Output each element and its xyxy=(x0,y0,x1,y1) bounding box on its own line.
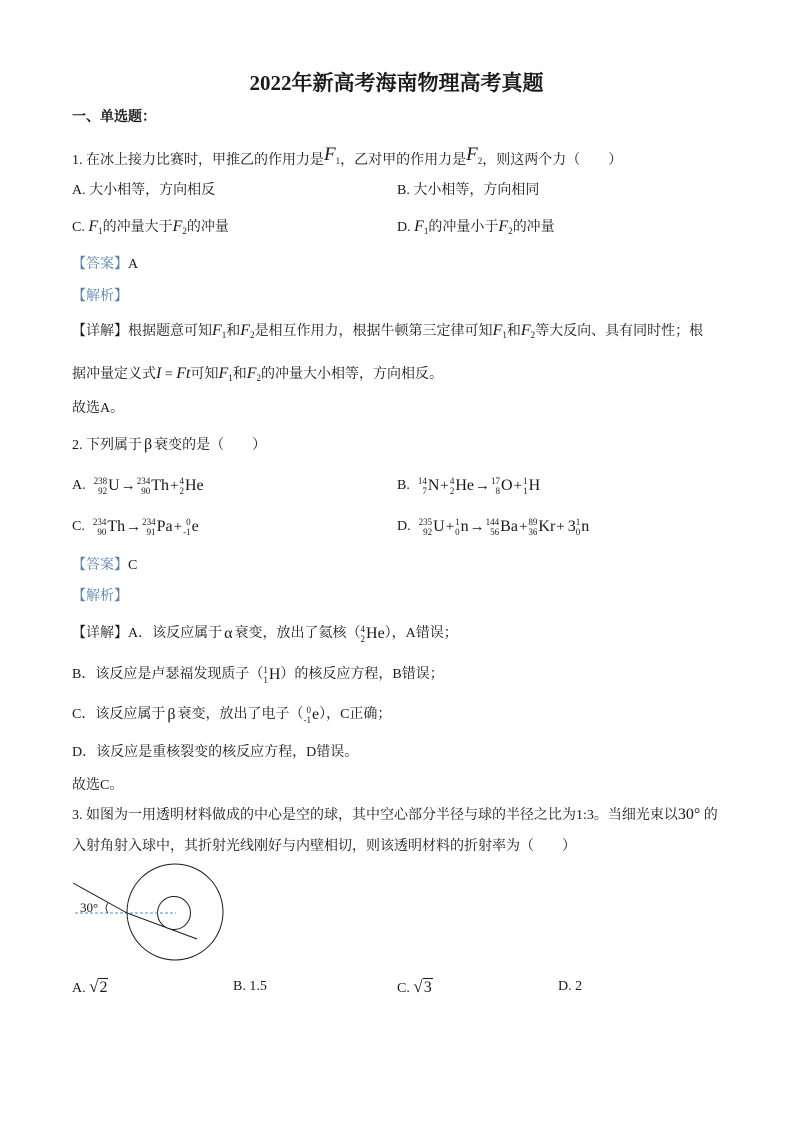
detail-text: ），C正确； xyxy=(319,707,392,722)
detail-text: 根据题意可知 xyxy=(128,324,212,339)
subscript: 2 xyxy=(508,226,513,236)
atomic-number: 90 xyxy=(141,486,151,496)
atomic-number: 2 xyxy=(179,486,184,496)
arrow-operator: → xyxy=(126,519,142,535)
force-var: F xyxy=(498,218,509,235)
refracted-ray xyxy=(127,913,197,939)
option-label: C. xyxy=(397,981,410,996)
question-3-stem-line-1 xyxy=(72,806,718,825)
detail-text: 衰变，放出了氦核（ xyxy=(234,626,361,641)
option-label: C. xyxy=(72,519,85,534)
mass-number: 4 xyxy=(360,624,366,634)
nuclide xyxy=(142,517,173,537)
mass-number: 17 xyxy=(491,476,501,486)
plus-operator: + xyxy=(440,478,449,494)
subscript: 2 xyxy=(182,226,187,236)
nuclide xyxy=(455,517,469,537)
mass-number: 238 xyxy=(93,476,108,486)
mass-number: 234 xyxy=(136,476,151,486)
detail-text: ）的核反应方程，B错误； xyxy=(280,667,444,682)
detail-text: 和 xyxy=(226,324,241,339)
question-3-stem-line-2: 入射角射入球中，其折射光线刚好与内壁相切，则该透明材料的折射率为（ ） xyxy=(72,839,576,854)
question-1-stem xyxy=(72,146,622,170)
plus-operator: + xyxy=(513,478,523,494)
force-var: F xyxy=(520,322,531,339)
stem-text: 的 xyxy=(703,808,718,823)
q2-answer xyxy=(72,557,137,575)
question-2-stem xyxy=(72,436,266,455)
element-symbol: n xyxy=(460,518,469,535)
nuclide xyxy=(263,665,280,685)
option-text: 1.5 xyxy=(249,979,267,994)
atomic-number: 36 xyxy=(528,527,538,537)
element-symbol: U xyxy=(433,518,445,535)
q1-analysis-label: 【解析】 xyxy=(72,289,128,304)
element-symbol: Kr xyxy=(538,518,556,535)
plus-operator: + xyxy=(518,519,528,535)
nuclide xyxy=(523,476,540,496)
force-var: F xyxy=(414,218,424,235)
q1-conclusion: 故选A。 xyxy=(72,401,125,416)
q2-option-d[interactable] xyxy=(397,517,589,537)
subscript: 1 xyxy=(228,373,233,383)
option-label: C. xyxy=(72,220,85,235)
force-var: F xyxy=(212,322,222,339)
q2-conclusion: 故选C。 xyxy=(72,778,124,793)
detail-text: 据冲量定义式 xyxy=(72,367,156,382)
element-symbol: Pa xyxy=(156,518,173,535)
alpha-symbol: α xyxy=(224,625,233,642)
subscript: 1 xyxy=(335,156,341,166)
q2-detail-line-b xyxy=(72,665,444,685)
atomic-number: 91 xyxy=(146,527,156,537)
atomic-number: -1 xyxy=(183,527,191,537)
nuclide xyxy=(94,476,120,496)
nuclide xyxy=(576,517,590,537)
option-label: B. xyxy=(233,979,246,994)
q2-option-b[interactable] xyxy=(397,476,540,496)
atomic-number: 56 xyxy=(490,527,500,537)
q2-option-a[interactable] xyxy=(72,476,204,496)
option-label: D. xyxy=(397,519,411,534)
element-symbol: H xyxy=(268,666,281,683)
q1-option-b[interactable] xyxy=(397,182,539,200)
detail-text: 等大反向、具有同时性；根 xyxy=(535,324,704,339)
subscript: 1 xyxy=(423,226,429,236)
mass-number: 4 xyxy=(179,476,184,486)
subscript: 1 xyxy=(98,226,103,236)
element-symbol: n xyxy=(581,518,590,535)
q1-detail-line-2 xyxy=(72,365,443,387)
element-symbol: Th xyxy=(107,518,126,535)
q1-answer xyxy=(72,256,138,274)
formula-rhs: Ft xyxy=(176,365,191,382)
answer-value: C xyxy=(128,558,138,573)
stem-text: 衰变的是（ ） xyxy=(154,438,267,453)
atomic-number: 92 xyxy=(98,486,108,496)
section-heading: 一、单选题： xyxy=(72,110,156,125)
detail-text: ），A错误； xyxy=(384,626,458,641)
detail-label: 【详解】 xyxy=(72,324,128,339)
detail-text: 衰变，放出了电子（ xyxy=(177,707,304,722)
angle-arc-icon xyxy=(106,903,108,913)
nuclide xyxy=(450,476,474,496)
answer-label: 【答案】 xyxy=(72,558,128,573)
force-var: F xyxy=(492,322,503,339)
q2-detail-line-d: D．该反应是重核裂变的核反应方程，D错误。 xyxy=(72,745,359,760)
option-text: 的冲量小于 xyxy=(428,220,499,235)
detail-label: 【详解】 xyxy=(72,626,128,641)
arrow-operator: → xyxy=(475,478,491,494)
nuclide xyxy=(418,476,440,496)
mass-number: 234 xyxy=(142,517,156,527)
subscript: 1 xyxy=(221,330,227,340)
mass-number: 4 xyxy=(449,476,455,486)
stem-text: ，乙对甲的作用力是 xyxy=(340,153,467,168)
option-label: D. xyxy=(397,220,411,235)
nuclide xyxy=(93,517,125,537)
detail-text: 和 xyxy=(232,367,247,382)
page-title: 2022年新高考海南物理高考真题 xyxy=(249,71,544,95)
element-symbol: Ba xyxy=(500,518,518,535)
element-symbol: Th xyxy=(151,477,169,494)
nuclide xyxy=(179,476,203,496)
coefficient: 3 xyxy=(567,518,576,535)
plus-operator: + xyxy=(445,519,455,535)
sqrt-icon: √ xyxy=(89,977,99,996)
q2-detail-line-a xyxy=(72,624,458,644)
atomic-number: 92 xyxy=(423,527,433,537)
plus-operator: + xyxy=(556,519,565,535)
option-text: 大小相等，方向相同 xyxy=(413,183,540,198)
formula-equals: = xyxy=(161,367,177,382)
stem-text: 如图为一用透明材料做成的中心是空的球，其中空心部分半径与球的半径之比为1:3。当细光束以 xyxy=(86,808,678,823)
stem-text: 下列属于 xyxy=(86,438,142,453)
q2-analysis-label: 【解析】 xyxy=(72,589,128,604)
element-symbol: H xyxy=(528,477,541,494)
nuclide xyxy=(183,517,199,537)
nuclide xyxy=(528,517,555,537)
question-number: 3. xyxy=(72,808,83,823)
hollow-sphere-diagram xyxy=(60,855,240,965)
mass-number: 1 xyxy=(263,665,268,675)
element-symbol: He xyxy=(184,477,204,494)
mass-number: 0 xyxy=(186,517,191,527)
force-var: F xyxy=(88,218,99,235)
element-symbol: N xyxy=(427,477,440,494)
mass-number: 1 xyxy=(575,517,581,527)
atomic-number: 2 xyxy=(449,486,455,496)
atomic-number: 0 xyxy=(455,527,460,537)
q1-option-a[interactable] xyxy=(72,182,215,200)
beta-symbol: β xyxy=(167,706,176,723)
option-text: 的冲量 xyxy=(512,220,555,235)
detail-text: 可知 xyxy=(190,367,219,382)
atomic-number: 7 xyxy=(422,486,427,496)
option-text: 大小相等，方向相反 xyxy=(89,183,216,198)
detail-text: A．该反应属于 xyxy=(128,626,223,641)
radicand: 2 xyxy=(99,979,108,996)
atomic-number: -1 xyxy=(303,715,311,725)
q1-detail-line-1 xyxy=(72,322,703,344)
answer-value: A xyxy=(128,257,139,272)
option-text: 2 xyxy=(575,979,583,994)
force-var: F xyxy=(246,365,257,382)
q3-option-b[interactable] xyxy=(233,978,267,996)
element-symbol: e xyxy=(311,706,320,723)
plus-operator: + xyxy=(169,478,179,494)
option-label: D. xyxy=(558,979,572,994)
question-number: 2. xyxy=(72,438,83,453)
force-var: F xyxy=(218,365,229,382)
q1-option-d[interactable] xyxy=(397,218,555,240)
element-symbol: He xyxy=(455,477,475,494)
outer-sphere-circle xyxy=(127,864,223,960)
option-label: A. xyxy=(72,183,86,198)
sqrt-icon: √ xyxy=(413,977,423,996)
mass-number: 1 xyxy=(455,517,460,527)
element-symbol: U xyxy=(108,477,120,494)
force-var: F xyxy=(324,144,336,165)
subscript: 2 xyxy=(477,156,483,166)
q3-option-a[interactable] xyxy=(72,978,108,998)
nuclide xyxy=(303,705,319,725)
atomic-number: 1 xyxy=(523,486,528,496)
option-label: A. xyxy=(72,478,86,493)
plus-operator: + xyxy=(173,519,183,535)
mass-number: 0 xyxy=(306,705,311,715)
nuclide xyxy=(419,517,445,537)
subscript: 2 xyxy=(530,330,536,340)
q2-option-c[interactable] xyxy=(72,517,199,537)
detail-text: 是相互作用力，根据牛顿第三定律可知 xyxy=(254,324,493,339)
force-var: F xyxy=(172,218,183,235)
radicand: 3 xyxy=(423,979,432,996)
mass-number: 235 xyxy=(418,517,433,527)
arrow-operator: → xyxy=(469,519,485,535)
question-number: 1. xyxy=(72,153,83,168)
force-var: F xyxy=(240,322,251,339)
option-label: A. xyxy=(72,981,86,996)
q3-option-d[interactable] xyxy=(558,978,582,996)
detail-text: 和 xyxy=(506,324,521,339)
mass-number: 14 xyxy=(417,476,427,486)
answer-label: 【答案】 xyxy=(72,257,128,272)
q2-detail-line-c xyxy=(72,705,391,725)
atomic-number: 1 xyxy=(263,675,268,685)
element-symbol: O xyxy=(501,477,513,494)
stem-text: 在冰上接力比赛时，甲推乙的作用力是 xyxy=(86,153,324,168)
nuclide xyxy=(486,517,518,537)
angle-value: 30° xyxy=(677,806,701,823)
q3-option-c[interactable] xyxy=(397,978,433,998)
option-label: B. xyxy=(397,183,410,198)
element-symbol: He xyxy=(366,625,385,642)
q1-option-c[interactable] xyxy=(72,218,229,240)
mass-number: 89 xyxy=(528,517,538,527)
subscript: 1 xyxy=(502,330,507,340)
detail-text: C．该反应属于 xyxy=(72,707,166,722)
force-var: F xyxy=(466,144,478,165)
detail-text: B．该反应是卢瑟福发现质子（ xyxy=(72,667,264,682)
formula-lhs: I xyxy=(156,365,162,382)
subscript: 2 xyxy=(250,330,255,340)
beta-symbol: β xyxy=(144,436,153,453)
atomic-number: 2 xyxy=(360,634,366,644)
option-text: 的冲量大于 xyxy=(102,220,173,235)
element-symbol: e xyxy=(191,518,199,535)
detail-text: 的冲量大小相等，方向相反。 xyxy=(261,367,444,382)
nuclide xyxy=(361,624,385,644)
option-text: 的冲量 xyxy=(186,220,229,235)
option-label: B. xyxy=(397,478,410,493)
nuclide xyxy=(491,476,513,496)
nuclide xyxy=(137,476,169,496)
atomic-number: 90 xyxy=(97,527,107,537)
stem-text: ，则这两个力（ ） xyxy=(482,153,623,168)
mass-number: 1 xyxy=(523,476,528,486)
angle-label: 30° xyxy=(80,900,99,915)
mass-number: 234 xyxy=(92,517,107,527)
mass-number: 144 xyxy=(485,517,500,527)
atomic-number: 0 xyxy=(575,527,581,537)
subscript: 2 xyxy=(256,373,262,383)
atomic-number: 8 xyxy=(495,486,501,496)
arrow-operator: → xyxy=(120,478,136,494)
